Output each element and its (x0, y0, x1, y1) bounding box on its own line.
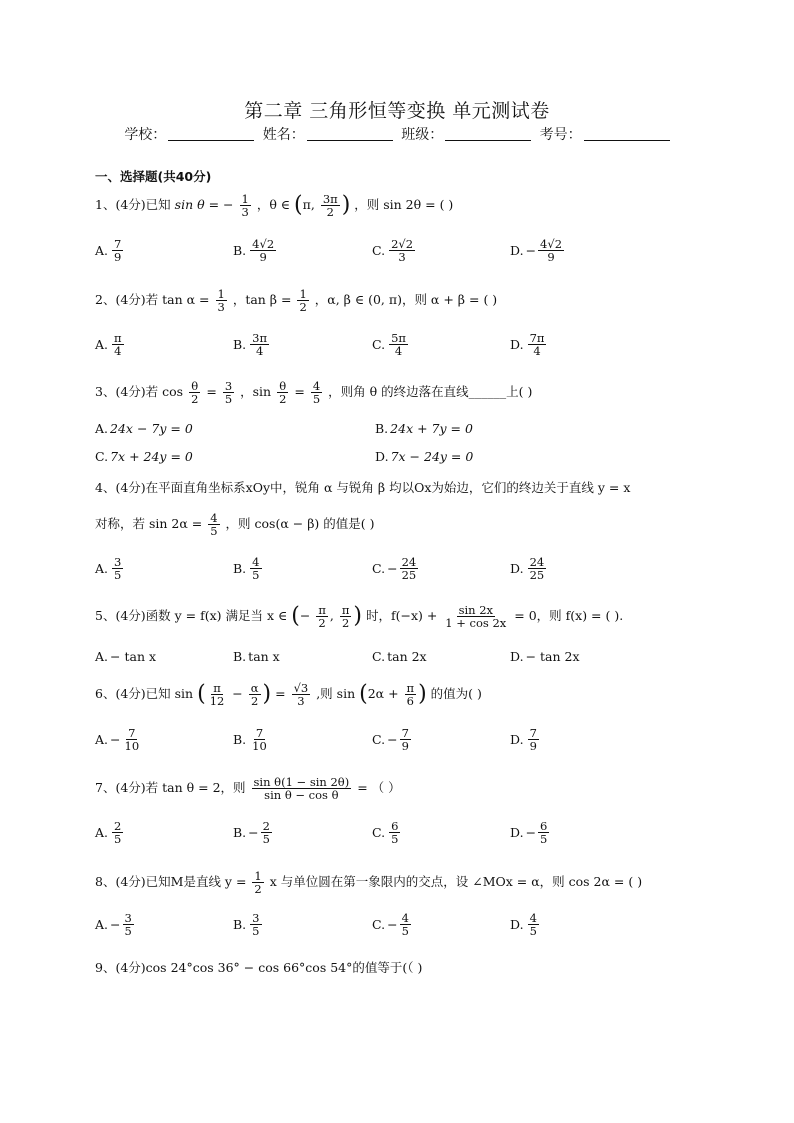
q7-option-b[interactable]: B. − $\frac{2}{5}$ (233, 819, 270, 847)
page-title: 第二章 三角形恒等变换 单元测试卷 (244, 100, 550, 122)
q1-option-c[interactable]: C. $\frac{2√2}{3}$ (372, 237, 414, 265)
q5-option-a[interactable]: A. − tan x (95, 649, 157, 664)
q2-option-a[interactable]: A. $\frac{\pi}{4}$ (95, 331, 122, 359)
q1-option-a[interactable]: A. $\frac{7}{9}$ (95, 237, 122, 265)
number-field[interactable] (540, 124, 670, 144)
q3-option-b[interactable]: B. 24x + 7y = 0 (375, 421, 473, 436)
class-field[interactable] (401, 124, 531, 144)
school-label: 学校： (124, 127, 167, 143)
q3-option-d[interactable]: D. 7x − 24y = 0 (375, 449, 474, 464)
name-blank[interactable] (307, 126, 393, 141)
q7-option-c[interactable]: C. $\frac{6}{5}$ (372, 819, 399, 847)
q4-option-d[interactable]: D. $\frac{24}{25}$ (510, 555, 545, 583)
question-3-stem: 3、(4分)若 cos $\frac{\theta}{2}$ = $\frac{3}{5}$ ，sin $\frac{\theta}{2}$ = $\frac{4}{5}$ ，则角 θ 的终边落在直线______上( ) (95, 379, 533, 407)
q7-option-d[interactable]: D. − $\frac{6}{5}$ (510, 819, 548, 847)
q1-option-d[interactable]: D. − $\frac{4√2}{9}$ (510, 237, 563, 265)
q1-frac-b: $\frac{3\pi}{2}$ (322, 192, 338, 220)
q2-option-d[interactable]: D. $\frac{7\pi}{4}$ (510, 331, 545, 359)
q5-option-b[interactable]: B. tan x (233, 649, 280, 664)
class-blank[interactable] (445, 126, 531, 141)
q8-option-c[interactable]: C. − $\frac{4}{5}$ (372, 911, 409, 939)
q6-option-d[interactable]: D. $\frac{7}{9}$ (510, 726, 537, 754)
class-label: 班级： (401, 127, 444, 143)
q3-option-c[interactable]: C. 7x + 24y = 0 (95, 449, 193, 464)
name-field[interactable] (263, 124, 393, 144)
q6-option-b[interactable]: B. $\frac{7}{10}$ (233, 726, 267, 754)
section-heading: 一、选择题(共40分) (95, 169, 212, 184)
question-9-stem: 9、(4分)cos 24°cos 36° − cos 66°cos 54°的值等于(（ ) (95, 960, 423, 975)
question-1-stem: 1、(4分)已知 sin θ = − $\frac{1}{3}$ ，θ ∈ (π, $\frac{3\pi}{2}$ ) ，则 sin 2θ = ( ) (95, 192, 454, 220)
q1-text-c: ，θ ∈ (256, 197, 295, 213)
q6-option-a[interactable]: A. − $\frac{7}{10}$ (95, 726, 140, 754)
q8-option-a[interactable]: A. − $\frac{3}{5}$ (95, 911, 132, 939)
q5-option-c[interactable]: C. tan 2x (372, 649, 427, 664)
name-label: 姓名： (262, 127, 305, 143)
q7-option-a[interactable]: A. $\frac{2}{5}$ (95, 819, 122, 847)
q6-option-c[interactable]: C. − $\frac{7}{9}$ (372, 726, 409, 754)
q1-text-d: ，则 sin 2θ = ( ) (354, 197, 454, 213)
q1-text-b: sin θ = − (174, 197, 234, 213)
q8-option-d[interactable]: D. $\frac{4}{5}$ (510, 911, 537, 939)
q3-option-a[interactable]: A. 24x − 7y = 0 (95, 421, 193, 436)
q1-option-b[interactable]: B. $\frac{4√2}{9}$ (233, 237, 275, 265)
q2-option-c[interactable]: C. $\frac{5\pi}{4}$ (372, 331, 406, 359)
question-4-line1: 4、(4分)在平面直角坐标系xOy中，锐角 α 与锐角 β 均以Ox为始边，它们的终边关于直线 y = x (95, 480, 631, 495)
question-5-stem: 5、(4分)函数 y = f(x) 满足当 x ∈ (− $\frac{\pi}{2}$ , $\frac{\pi}{2}$ ) 时，f(−x) + $\frac{\sin 2x}{1 + \cos 2x}$ = 0，则 f(x) = ( ). (95, 603, 624, 631)
school-field[interactable] (124, 124, 254, 144)
q4-option-a[interactable]: A. $\frac{3}{5}$ (95, 555, 122, 583)
number-blank[interactable] (584, 126, 670, 141)
question-2-stem: 2、(4分)若 tan α = $\frac{1}{3}$ ，tan β = $\frac{1}{2}$ ，α, β ∈ (0, π)，则 α + β = ( ) (95, 287, 498, 315)
q4-option-c[interactable]: C. − $\frac{24}{25}$ (372, 555, 417, 583)
question-4-line2: 对称，若 sin 2α = $\frac{4}{5}$ ，则 cos(α − β) 的值是( ) (95, 511, 375, 539)
q1-frac-a: $\frac{1}{3}$ (241, 192, 249, 220)
student-info-line (0, 124, 794, 144)
question-6-stem: 6、(4分)已知 sin ( $\frac{\pi}{12}$ − $\frac{\alpha}{2}$ ) = $\frac{√3}{3}$ ,则 sin (2α + $\frac{\pi}{6}$ ) 的值为( ) (95, 681, 482, 709)
q5-option-d[interactable]: D. − tan 2x (510, 649, 580, 664)
question-8-stem: 8、(4分)已知M是直线 y = $\frac{1}{2}$ x 与单位圆在第一象限内的交点，设 ∠MOx = α，则 cos 2α = ( ) (95, 869, 643, 897)
number-label: 考号： (539, 127, 582, 143)
q8-option-b[interactable]: B. $\frac{3}{5}$ (233, 911, 260, 939)
q2-option-b[interactable]: B. $\frac{3\pi}{4}$ (233, 331, 268, 359)
question-7-stem: 7、(4分)若 tan θ = 2，则 $\frac{\text{sin θ(1 − sin 2θ)}}{\text{sin θ − cos θ}}$ = （ ） (95, 775, 401, 803)
school-blank[interactable] (168, 126, 254, 141)
q4-option-b[interactable]: B. $\frac{4}{5}$ (233, 555, 260, 583)
q1-text-a: 1、(4分)已知 (95, 197, 171, 213)
